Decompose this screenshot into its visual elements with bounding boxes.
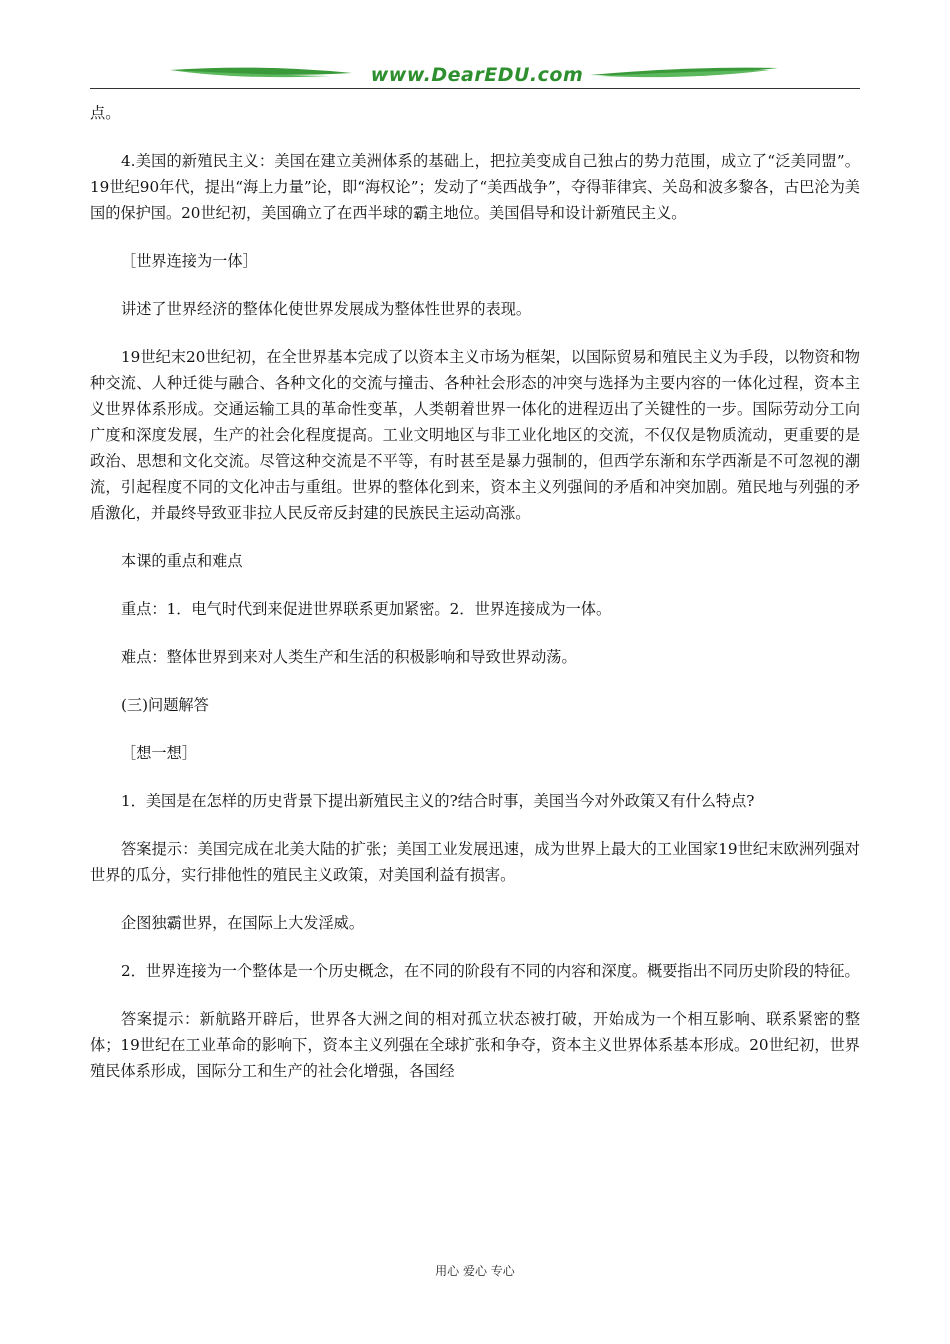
site-logo-text[interactable]: www.DearEDU.com [370,64,584,86]
paragraph: 19世纪末20世纪初，在全世界基本完成了以资本主义市场为框架，以国际贸易和殖民主义为手段，以物资和物种交流、人种迁徙与融合、各种文化的交流与撞击、各种社会形态的冲突与选择为主要内容的一体化过程，资本主义世界体系形成。交通运输工具的革命性变革，人类朝着世界一体化的进程迈出了关键性的一步。国际劳动分工向广度和深度发展，生产的社会化程度提高。工业文明地区与非工业化地区的交流，不仅仅是物质流动，更重要的是政治、思想和文化交流。尽管这种交流是不平等，有时甚至是暴力强制的，但西学东渐和东学西渐是不可忽视的潮流，引起程度不同的文化冲击与重组。世界的整体化到来，资本主义列强间的矛盾和冲突加剧。殖民地与列强的矛盾激化，并最终导致亚非拉人民反帝反封建的民族民主运动高涨。 [90,348,860,522]
paragraph: ［世界连接为一体］ [121,252,258,270]
left-swoosh [170,68,352,75]
paragraph: 企图独霸世界，在国际上大发淫威。 [121,914,364,932]
paragraph: 本课的重点和难点 [121,552,243,570]
page-footer: 用心 爱心 专心 [435,1264,515,1278]
paragraph: 答案提示：新航路开辟后，世界各大洲之间的相对孤立状态被打破，开始成为一个相互影响、联系紧密的整体；19世纪在工业革命的影响下，资本主义列强在全球扩张和争夺，资本主义世界体系基本形成。20世纪初，世界殖民体系形成，国际分工和生产的社会化增强，各国经 [90,1010,860,1080]
paragraph: 点。 [90,104,121,122]
paragraph: ［想一想］ [121,744,197,762]
header-divider [90,88,860,89]
paragraph: 重点：1．电气时代到来促进世界联系更加紧密。2．世界连接成为一体。 [121,600,612,618]
paragraph: (三)问题解答 [121,696,209,714]
paragraph: 4.美国的新殖民主义：美国在建立美洲体系的基础上，把拉美变成自己独占的势力范围，成立了“泛美同盟”。19世纪90年代，提出“海上力量”论，即“海权论”；发动了“美西战争”，夺得菲律宾、关岛和波多黎各，古巴沦为美国的保护国。20世纪初，美国确立了在西半球的霸主地位。美国倡导和设计新殖民主义。 [90,152,860,222]
paragraph: 讲述了世界经济的整体化使世界发展成为整体性世界的表现。 [121,300,532,318]
paragraph: 答案提示：美国完成在北美大陆的扩张；美国工业发展迅速，成为世界上最大的工业国家19世纪末欧洲列强对世界的瓜分，实行排他性的殖民主义政策，对美国利益有损害。 [90,840,860,884]
paragraph: 难点：整体世界到来对人类生产和生活的积极影响和导致世界动荡。 [121,648,577,666]
paragraph: 2．世界连接为一个整体是一个历史概念，在不同的阶段有不同的内容和深度。概要指出不同历史阶段的特征。 [121,962,860,980]
document-body [90,100,860,1084]
paragraph: 1．美国是在怎样的历史背景下提出新殖民主义的?结合时事，美国当今对外政策又有什么特点? [121,792,755,810]
